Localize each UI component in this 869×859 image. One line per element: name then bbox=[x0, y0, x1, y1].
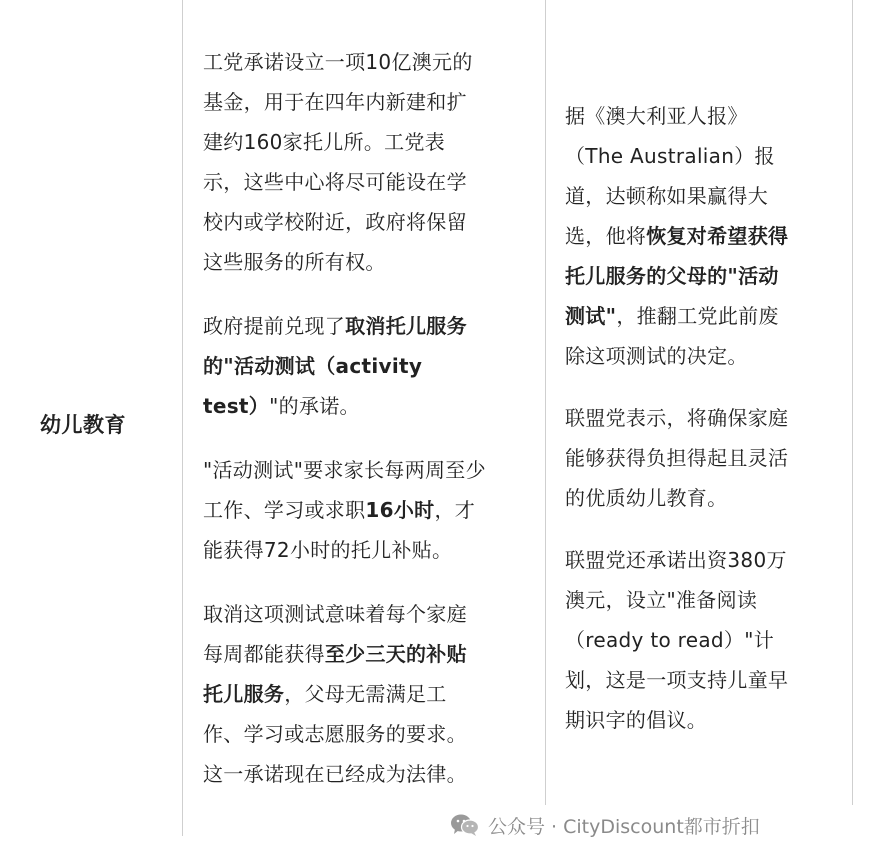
coalition-paragraph-2: 联盟党表示，将确保家庭 能够获得负担得起且灵活 的优质幼儿教育。 bbox=[565, 406, 789, 510]
column-divider-1 bbox=[182, 0, 183, 836]
coalition-paragraph-1: 据《澳大利亚人报》 （The Australian）报 道，达顿称如果赢得大 选，他将恢复对希望获得 托儿服务的父母的"活动 测试"，推翻工党此前废 除这项测试的决定。 bbox=[565, 104, 789, 368]
watermark-text: 公众号 · CityDiscount都市折扣 bbox=[488, 815, 760, 838]
labor-policy-cell bbox=[203, 42, 523, 794]
coalition-policy-cell bbox=[565, 96, 830, 740]
column-divider-3 bbox=[852, 0, 853, 805]
coalition-paragraph-3: 联盟党还承诺出资380万 澳元，设立"准备阅读 （ready to read）"计 划，这是一项支持儿童早 期识字的倡议。 bbox=[565, 548, 789, 732]
wechat-watermark bbox=[450, 808, 760, 842]
wechat-icon bbox=[450, 813, 480, 837]
labor-paragraph-2: 政府提前兑现了取消托儿服务 的"活动测试（activity test）"的承诺。 bbox=[203, 314, 467, 418]
column-divider-2 bbox=[545, 0, 546, 805]
labor-paragraph-3: "活动测试"要求家长每两周至少 工作、学习或求职16小时，才 能获得72小时的托儿补贴。 bbox=[203, 458, 486, 562]
labor-paragraph-1: 工党承诺设立一项10亿澳元的 基金，用于在四年内新建和扩 建约160家托儿所。工党表 示，这些中心将尽可能设在学 校内或学校附近，政府将保留 这些服务的所有权。 bbox=[203, 50, 473, 274]
labor-paragraph-4: 取消这项测试意味着每个家庭 每周都能获得至少三天的补贴 托儿服务，父母无需满足工 作、学习或志愿服务的要求。 这一承诺现在已经成为法律。 bbox=[203, 602, 467, 786]
category-label: 幼儿教育 bbox=[40, 413, 126, 437]
